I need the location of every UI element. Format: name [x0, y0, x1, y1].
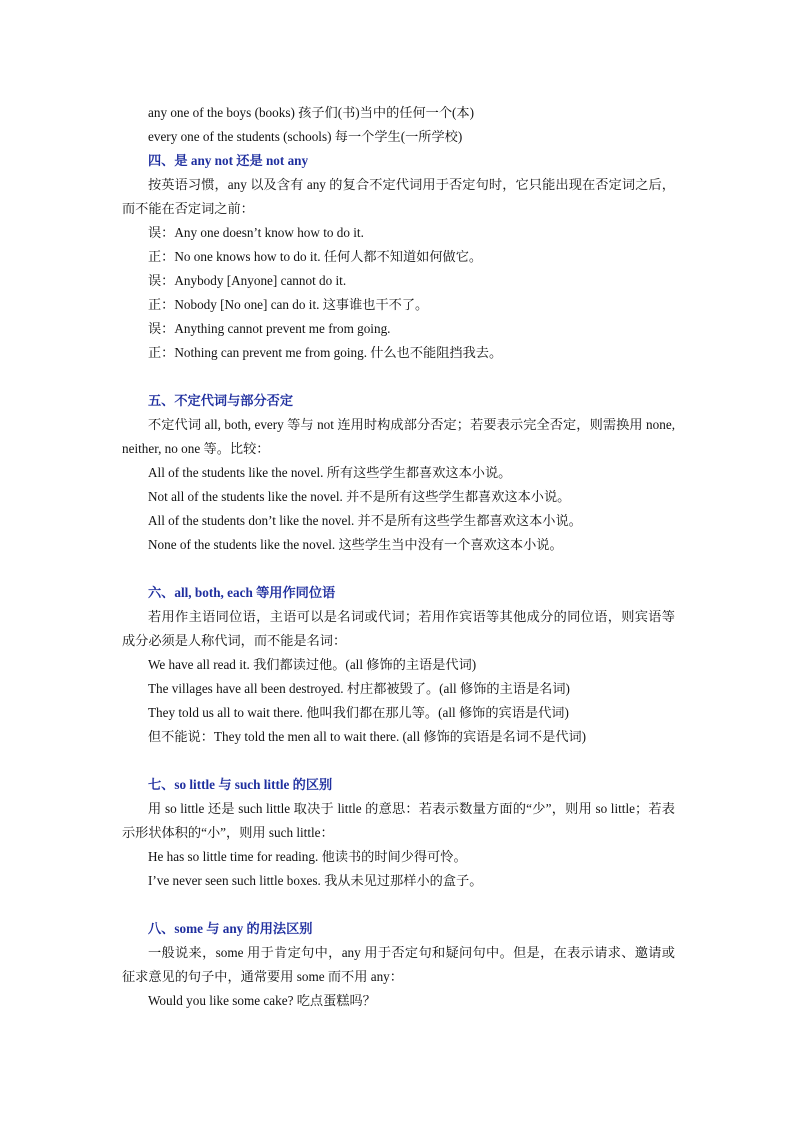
example-line: All of the students don’t like the novel. 并不是所有这些学生都喜欢这本小说。 [148, 513, 582, 528]
example-line: 但不能说：They told the men all to wait there. (all 修饰的宾语是名词不是代词) [148, 729, 587, 744]
example-line: 正：No one knows how to do it. 任何人都不知道如何做它。 [148, 249, 483, 264]
section-appositive [122, 581, 675, 749]
section-paragraph: 用 so little 还是 such little 取决于 little 的意思：若表示数量方面的“少”，则用 so little；若表示形状体积的“小”，则用 such little： [122, 801, 675, 840]
example-line: Would you like some cake? 吃点蛋糕吗？ [148, 993, 376, 1008]
intro-line: every one of the students (schools) 每一个学生(一所学校) [148, 129, 463, 144]
section-heading: 五、不定代词与部分否定 [148, 393, 294, 408]
section-heading: 八、some 与 any 的用法区别 [148, 921, 313, 936]
intro-line: any one of the boys (books) 孩子们(书)当中的任何一个(本) [148, 105, 474, 120]
section-some-any [122, 917, 675, 1013]
section-heading: 七、so little 与 such little 的区别 [148, 777, 333, 792]
section-paragraph: 一般说来，some 用于肯定句中，any 用于否定句和疑问句中。但是，在表示请求、邀请或征求意见的句子中，通常要用 some 而不用 any： [122, 945, 675, 984]
example-line: I’ve never seen such little boxes. 我从未见过那样小的盒子。 [148, 873, 483, 888]
example-line: The villages have all been destroyed. 村庄都被毁了。(all 修饰的主语是名词) [148, 681, 570, 696]
example-line: 误：Anything cannot prevent me from going. [148, 321, 391, 336]
example-line: He has so little time for reading. 他读书的时间少得可怜。 [148, 849, 467, 864]
example-line: 正：Nothing can prevent me from going. 什么也不能阻挡我去。 [148, 345, 503, 360]
section-spacer [122, 749, 675, 773]
section-any-not [122, 149, 675, 365]
example-line: All of the students like the novel. 所有这些学生都喜欢这本小说。 [148, 465, 512, 480]
example-line: They told us all to wait there. 他叫我们都在那儿等。(all 修饰的宾语是代词) [148, 705, 569, 720]
section-paragraph: 若用作主语同位语，主语可以是名词或代词；若用作宾语等其他成分的同位语，则宾语等成分必须是人称代词，而不能是名词： [122, 609, 675, 648]
example-line: None of the students like the novel. 这些学生当中没有一个喜欢这本小说。 [148, 537, 563, 552]
section-heading: 六、all, both, each 等用作同位语 [148, 585, 336, 600]
section-so-such-little [122, 773, 675, 893]
document-body [122, 101, 675, 1013]
example-line: 正：Nobody [No one] can do it. 这事谁也干不了。 [148, 297, 429, 312]
section-heading: 四、是 any not 还是 not any [148, 153, 309, 168]
section-spacer [122, 365, 675, 389]
section-paragraph: 不定代词 all, both, every 等与 not 连用时构成部分否定；若要表示完全否定，则需换用 none, neither, no one 等。比较： [122, 417, 675, 456]
example-line: Not all of the students like the novel. 并不是所有这些学生都喜欢这本小说。 [148, 489, 571, 504]
example-line: We have all read it. 我们都读过他。(all 修饰的主语是代词) [148, 657, 477, 672]
section-partial-negation [122, 389, 675, 557]
section-spacer [122, 893, 675, 917]
example-line: 误：Any one doesn’t know how to do it. [148, 225, 364, 240]
section-spacer [122, 557, 675, 581]
section-paragraph: 按英语习惯，any 以及含有 any 的复合不定代词用于否定句时，它只能出现在否定词之后，而不能在否定词之前： [122, 177, 675, 216]
example-line: 误：Anybody [Anyone] cannot do it. [148, 273, 347, 288]
